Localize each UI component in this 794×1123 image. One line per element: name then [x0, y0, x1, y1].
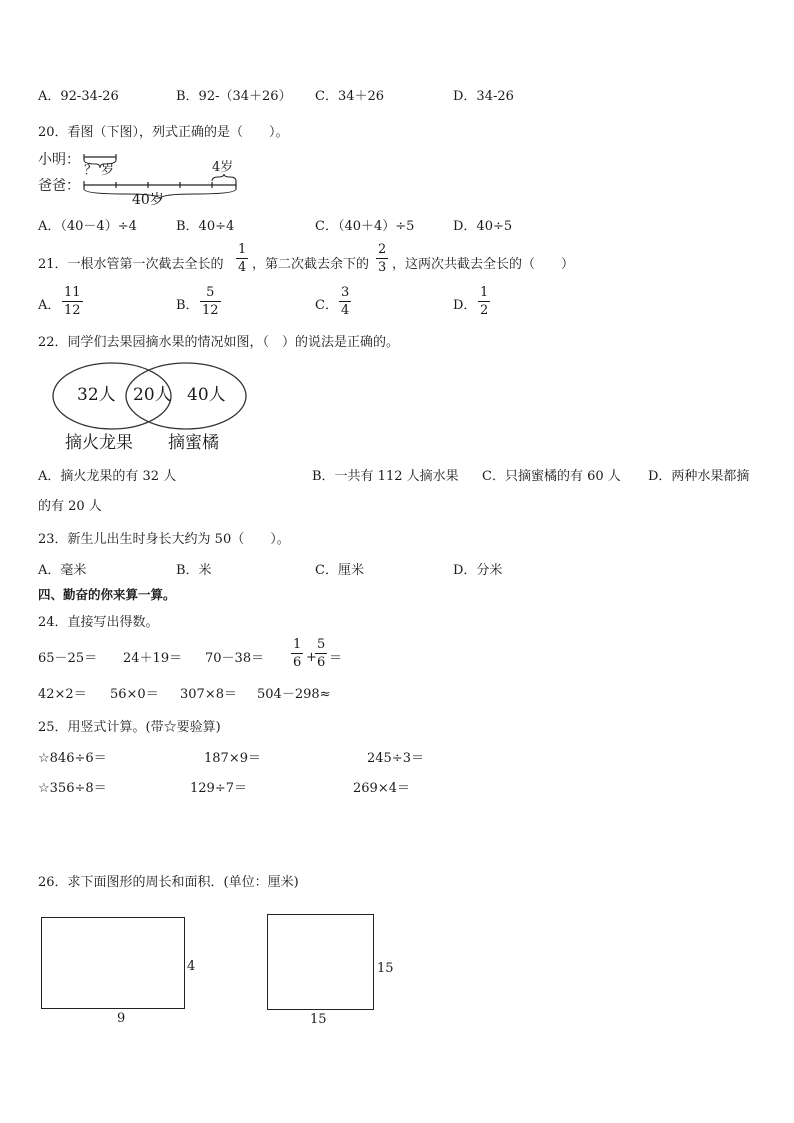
label-40-years: 40岁	[132, 192, 164, 208]
square-height-label: 15	[377, 961, 394, 976]
label-unknown-age: ？ 岁	[84, 163, 115, 178]
numerator: 3	[341, 285, 350, 300]
q20-option-d: D．40÷5	[453, 219, 513, 234]
denominator: 6	[293, 655, 302, 670]
q24-item-2: 24＋19＝	[123, 651, 183, 666]
q23-option-d: D．分米	[453, 563, 503, 578]
denominator: 6	[317, 655, 326, 670]
denominator: 12	[64, 303, 81, 318]
q25-item-5: 129÷7＝	[190, 781, 247, 796]
q22-stem: 22．同学们去果园摘水果的情况如图，（ ）的说法是正确的。	[38, 335, 400, 350]
q21-fraction-1	[236, 243, 248, 274]
q23-option-b: B．米	[176, 563, 212, 578]
q21-option-c-fraction	[339, 286, 351, 317]
q24-stem: 24．直接写出得数。	[38, 615, 159, 630]
q21-option-b-fraction	[200, 286, 221, 317]
q24-item-3: 70－38＝	[205, 651, 265, 666]
q24-fraction-b	[315, 638, 327, 669]
numerator: 1	[480, 285, 489, 300]
numerator: 2	[378, 242, 387, 257]
label-baba: 爸爸：	[38, 178, 80, 194]
rectangle-width-label: 9	[117, 1011, 126, 1026]
section-4-heading: 四、勤奋的你来算一算。	[38, 587, 176, 602]
q24-equals-sign: ＝	[329, 651, 343, 666]
q22-option-d: D．两种水果都摘	[648, 469, 750, 484]
q21-option-d-fraction	[478, 286, 490, 317]
q23-option-a: A．毫米	[38, 563, 87, 578]
q21-option-a-fraction	[62, 286, 83, 317]
q22-option-d-continued: 的有 20 人	[38, 499, 102, 514]
denominator: 4	[341, 303, 350, 318]
numerator: 1	[238, 242, 247, 257]
venn-left-count: 32人	[77, 385, 116, 405]
label-4-years: 4岁	[212, 160, 234, 175]
q20-stem: 20．看图（下图），列式正确的是（ ）。	[38, 125, 289, 140]
q21-option-d-label: D．	[453, 298, 477, 313]
q25-item-3: 245÷3＝	[367, 751, 424, 766]
q19-option-d: D．34-26	[453, 89, 514, 104]
q21-option-a-label: A．	[38, 298, 61, 313]
denominator: 4	[238, 260, 247, 275]
q21-option-c-label: C．	[315, 298, 338, 313]
square-figure	[267, 914, 374, 1010]
denominator: 2	[480, 303, 489, 318]
numerator: 5	[206, 285, 215, 300]
rectangle-height-label: 4	[187, 959, 196, 974]
venn-left-label: 摘火龙果	[65, 433, 133, 453]
q22-option-a: A．摘火龙果的有 32 人	[38, 469, 177, 484]
q25-item-2: 187×9＝	[204, 751, 261, 766]
denominator: 3	[378, 260, 387, 275]
q21-stem-c: ，这两次共截去全长的（ ）	[392, 257, 575, 272]
square-width-label: 15	[310, 1012, 327, 1027]
q26-stem: 26．求下面图形的周长和面积．(单位：厘米)	[38, 875, 299, 890]
q25-item-6: 269×4＝	[353, 781, 410, 796]
denominator: 12	[202, 303, 219, 318]
venn-middle-count: 20人	[133, 385, 172, 405]
q21-option-b-label: B．	[176, 298, 199, 313]
q24-plus-sign: +	[306, 650, 317, 665]
q24-item-5: 42×2＝	[38, 687, 87, 702]
q21-stem-b: ，第二次截去余下的	[252, 257, 370, 272]
q23-stem: 23．新生儿出生时身长大约为 50（ ）。	[38, 532, 290, 547]
q25-stem: 25．用竖式计算。(带☆要验算)	[38, 720, 221, 735]
q25-item-4: ☆356÷8＝	[38, 781, 107, 796]
q19-option-b: B．92-（34＋26）	[176, 89, 292, 104]
q20-option-b: B．40÷4	[176, 219, 235, 234]
q25-item-1: ☆846÷6＝	[38, 751, 107, 766]
q24-item-1: 65－25＝	[38, 651, 98, 666]
q20-segment-diagram	[36, 148, 246, 210]
numerator: 1	[293, 637, 302, 652]
q24-item-7: 307×8＝	[180, 687, 237, 702]
rectangle-figure	[41, 917, 185, 1009]
q20-option-c: C．（40＋4）÷5	[315, 219, 415, 234]
q22-venn-diagram	[50, 360, 250, 456]
venn-right-label: 摘蜜橘	[168, 433, 219, 453]
q22-option-b: B．一共有 112 人摘水果	[312, 469, 459, 484]
q21-stem-a: 21．一根水管第一次截去全长的	[38, 257, 224, 272]
q19-option-a: A．92-34-26	[38, 89, 119, 104]
numerator: 11	[64, 285, 81, 300]
numerator: 5	[317, 637, 326, 652]
q24-fraction-a	[291, 638, 303, 669]
q19-option-c: C．34＋26	[315, 89, 385, 104]
q24-item-8: 504－298≈	[257, 687, 331, 702]
q22-option-c: C．只摘蜜橘的有 60 人	[482, 469, 621, 484]
q21-fraction-2	[376, 243, 388, 274]
venn-right-count: 40人	[187, 385, 226, 405]
q24-item-6: 56×0＝	[110, 687, 159, 702]
q23-option-c: C．厘米	[315, 563, 364, 578]
q20-option-a: A．（40－4）÷4	[38, 219, 137, 234]
label-xiaoming: 小明：	[38, 152, 80, 168]
